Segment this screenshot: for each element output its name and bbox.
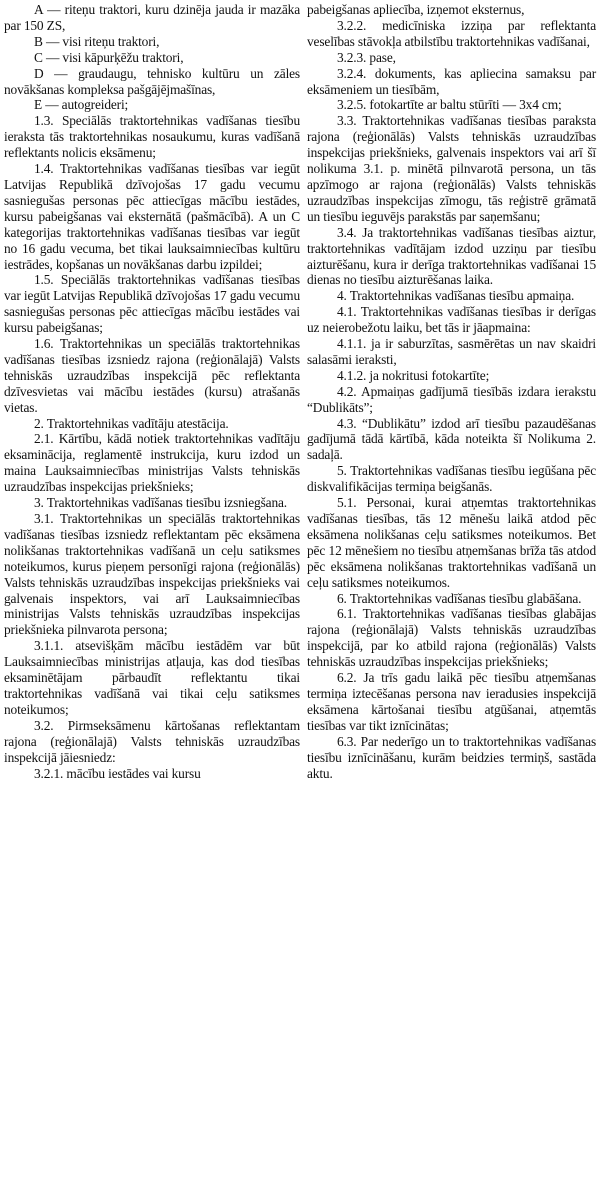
paragraph: 4.1.1. ja ir saburzītas, sasmērētas un nav skaidri salasāmi ieraksti,	[307, 336, 596, 367]
paragraph: 1.4. Traktortehnikas vadīšanas tiesības var iegūt Latvijas Republikā dzīvojošas 17 gadu vecumu sasniegušas personas pēc attiecīgas mācību iestādes, kursu pabeigšanas vai eksternātā (pašmācībā). A un C kategorijas traktortehnikas vadīšanas tiesības var iegūt no 16 gadu vecuma, bet tikai lauksaimniecības kultūru iestrādes, kopšanas un novākšanas darbu izpildei;	[4, 161, 300, 272]
paragraph: 4.2. Apmaiņas gadījumā tiesībās izdara ierakstu “Dublikāts”;	[307, 383, 596, 415]
paragraph: 6.2. Ja trīs gadu laikā pēc tiesību atņemšanas termiņa iztecēšanas persona nav ieradusies inspekcijā eksāmena kārtošanai tiesību atgūšanai, atņemtās tiesības var tikt iznīcinātas;	[307, 670, 596, 733]
right-text-column	[307, 2, 596, 781]
paragraph: D — graudaugu, tehnisko kultūru un zāles novākšanas kompleksa pašgājējmašīnas,	[4, 65, 300, 97]
paragraph: 4.1. Traktortehnikas vadīšanas tiesības ir derīgas uz neierobežotu laiku, bet tās ir jāapmaina:	[307, 304, 596, 336]
paragraph: 6.1. Traktortehnikas vadīšanas tiesības glabājas rajona (reģionālajā) Valsts tehniskās uzraudzības inspekcijā, par ko atbild rajona (reģionālās) Valsts tehniskās uzraudzības inspekcijas priekšnieks;	[307, 606, 596, 670]
paragraph: E — autogreideri;	[34, 97, 129, 113]
paragraph: 3.2.2. medicīniska izziņa par reflektanta veselības stāvokļa atbilstību traktortehnikas vadīšanai,	[307, 17, 596, 49]
left-text-column	[4, 2, 300, 781]
paragraph: 3.2.3. pase,	[337, 49, 396, 65]
paragraph: 3.2. Pirmseksāmenu kārtošanas reflektantam rajona (reģionālajā) Valsts tehniskās uzraudzības inspekcijā jāiesniedz:	[4, 717, 300, 765]
paragraph: 6.3. Par nederīgo un to traktortehnikas vadīšanas tiesību iznīcināšanu, kurām beidzies termiņš, sastāda aktu.	[307, 733, 596, 781]
paragraph: 1.5. Speciālās traktortehnikas vadīšanas tiesības var iegūt Latvijas Republikā dzīvojošas 17 gadu vecumu sasniegušas personas pēc attiecīgas mācību iestādes vai kursu pabeigšanas;	[4, 272, 300, 336]
paragraph: pabeigšanas apliecība, izņemot eksternus,	[307, 2, 525, 17]
paragraph: C — visi kāpurķēžu traktori,	[34, 49, 184, 65]
paragraph: 3.3. Traktortehnikas vadīšanas tiesības paraksta rajona (reģionālās) Valsts tehniskās uzraudzības inspekcijas priekšnieks, galvenais inspektors vai arī šī nolikuma 3.1. p. minētā pilnvarotā persona, un tās apzīmogo ar rajona (reģionālās) Valsts tehniskās uzraudzības inspekcijas zīmogu, tās reģistrē grāmatā un tiesību ieguvējs parakstās par saņemšanu;	[307, 113, 596, 224]
paragraph: 3.2.4. dokuments, kas apliecina samaksu par eksāmeniem un tiesībām,	[307, 65, 596, 97]
paragraph: 1.6. Traktortehnikas un speciālās traktortehnikas vadīšanas tiesības izsniedz rajona (reģionālajā) Valsts tehniskās uzraudzības inspekcijā pēc reflektanta dzīvesvietas vai mācību iestādes (kursu) atrašanās vietas.	[4, 336, 300, 415]
paragraph: 5.1. Personai, kurai atņemtas traktortehnikas vadīšanas tiesības, tās 12 mēnešu laikā atdod pēc eksāmena nolikšanas ceļu satiksmes noteikumos. Bet pēc 12 mēnešiem no tiesību atņemšanas brīža tās atdod pēc eksāmena nolikšanas traktortehnikas vadīšanā un ceļu satiksmes noteikumos.	[307, 495, 596, 590]
paragraph: 1.3. Speciālās traktortehnikas vadīšanas tiesību ieraksta tās traktortehnikas nosaukumu, kuras vadīšanā reflektants nolicis eksāmenu;	[4, 113, 300, 161]
paragraph: 2. Traktortehnikas vadītāju atestācija.	[34, 415, 229, 431]
paragraph: 6. Traktortehnikas vadīšanas tiesību glabāšana.	[337, 590, 582, 606]
paragraph: 3.4. Ja traktortehnikas vadīšanas tiesības aiztur, traktortehnikas vadītājam izdod uzziņu par tiesību aizturēšanu, kura ir derīga traktortehnikas vadīšanai 15 dienas no tiesību aizturēšanas laika.	[307, 224, 596, 288]
paragraph: 3.1. Traktortehnikas un speciālās traktortehnikas vadīšanas tiesības izsniedz reflektantam pēc eksāmena nolikšanas traktortehnikas vadīšanā un ceļu satiksmes noteikumos, kurus pieņem personīgi rajona (reģionālās) Valsts tehniskās uzraudzības inspekcijas priekšnieks vai galvenais inspektors, vai arī Lauksaimniecības ministrijas Valsts tehniskās uzraudzības inspekcijas priekšnieka pilnvarota persona;	[4, 511, 300, 638]
paragraph: 3. Traktortehnikas vadīšanas tiesību izsniegšana.	[34, 495, 287, 511]
paragraph: 2.1. Kārtību, kādā notiek traktortehnikas vadītāju eksaminācija, reglamentē instrukcija, kuru izdod un maina Lauksaimniecības ministrijas Valsts tehniskās uzraudzības inspekcijas priekšnieks;	[4, 431, 300, 495]
paragraph: A — riteņu traktori, kuru dzinēja jauda ir mazāka par 150 ZS,	[4, 2, 300, 33]
paragraph: 4.1.2. ja nokritusi fotokartīte;	[337, 367, 490, 383]
paragraph: 4. Traktortehnikas vadīšanas tiesību apmaiņa.	[337, 288, 575, 304]
paragraph: 4.3. “Dublikātu” izdod arī tiesību pazaudēšanas gadījumā tādā kārtībā, kāda noteikta šī Nolikuma 2. sadaļā.	[307, 415, 596, 463]
paragraph: 5. Traktortehnikas vadīšanas tiesību iegūšana pēc diskvalifikācijas termiņa beigšanās.	[307, 463, 596, 495]
paragraph: B — visi riteņu traktori,	[34, 33, 160, 49]
paragraph: 3.2.5. fotokartīte ar baltu stūrīti — 3x4 cm;	[337, 97, 562, 113]
paragraph: 3.1.1. atsevišķām mācību iestādēm var būt Lauksaimniecības ministrijas atļauja, kas dod tiesības eksaminētājam pārbaudīt reflektantu tikai traktortehnikas vadīšanā vai tikai ceļu satiksmes noteikumos;	[4, 638, 300, 717]
paragraph: 3.2.1. mācību iestādes vai kursu	[34, 765, 201, 781]
